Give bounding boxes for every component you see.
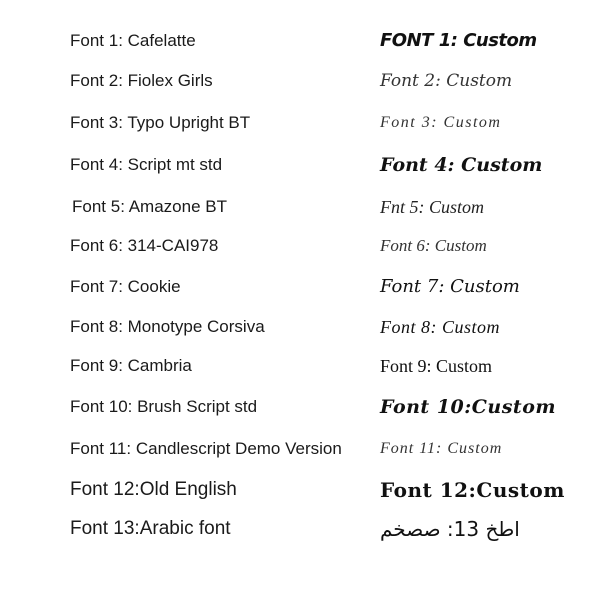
font-sample: Font 7: Custom bbox=[380, 276, 520, 297]
font-name: Font 3: Typo Upright BT bbox=[70, 113, 251, 132]
font-sample: Font 9: Custom bbox=[380, 356, 493, 376]
font-name: Font 6: 314-CAI978 bbox=[70, 236, 219, 255]
font-row bbox=[0, 66, 600, 96]
font-name: Font 2: Fiolex Girls bbox=[70, 71, 213, 90]
font-row bbox=[0, 392, 600, 422]
font-row bbox=[0, 108, 600, 138]
font-row bbox=[0, 26, 600, 56]
font-name: Font 9: Cambria bbox=[70, 356, 192, 375]
font-sample: Font 8: Custom bbox=[380, 317, 501, 337]
font-name: Font 11: Candlescript Demo Version bbox=[70, 439, 342, 458]
font-name: Font 10: Brush Script std bbox=[70, 397, 258, 416]
font-sample: Fnt 5: Custom bbox=[380, 197, 485, 217]
font-sample: FONT 1: Custom bbox=[380, 30, 537, 51]
font-sample: Font 4: Custom bbox=[380, 154, 543, 176]
font-row bbox=[0, 351, 600, 381]
font-sample: Font 10:Custom bbox=[380, 396, 556, 418]
font-sample: Font 11: Custom bbox=[380, 440, 503, 457]
font-row bbox=[0, 231, 600, 261]
font-row bbox=[0, 514, 600, 544]
font-name: Font 4: Script mt std bbox=[70, 155, 223, 174]
font-sample: Font 3: Custom bbox=[380, 114, 502, 131]
font-name: Font 13:Arabic font bbox=[70, 518, 231, 539]
font-sample: Font 2: Custom bbox=[380, 71, 513, 91]
font-sample: Font 12:Custom bbox=[380, 478, 565, 502]
font-name: Font 5: Amazone BT bbox=[72, 197, 227, 216]
font-name: Font 7: Cookie bbox=[70, 277, 181, 296]
font-sample: Font 6: Custom bbox=[380, 236, 487, 255]
font-name: Font 12:Old English bbox=[70, 479, 237, 500]
font-row bbox=[0, 192, 600, 222]
font-row bbox=[0, 475, 600, 505]
font-name: Font 8: Monotype Corsiva bbox=[70, 317, 265, 336]
font-row bbox=[0, 150, 600, 180]
font-row bbox=[0, 434, 600, 464]
font-name: Font 1: Cafelatte bbox=[70, 31, 196, 50]
font-sample: اطخ 13: صصخم bbox=[380, 517, 520, 541]
font-row bbox=[0, 272, 600, 302]
font-row bbox=[0, 312, 600, 342]
